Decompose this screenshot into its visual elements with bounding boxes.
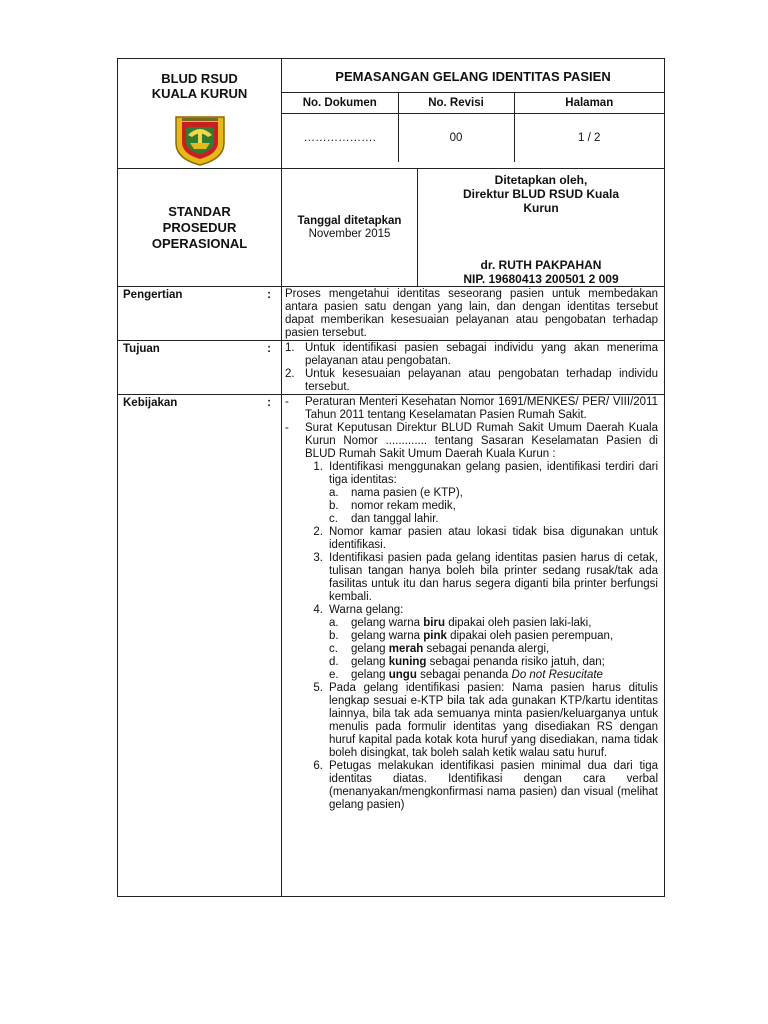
numbered-item: 3. Identifikasi pasien pada gelang identitas pasien harus di cetak, tulisan tangan hanya boleh bila printer sedang rusak/tak ada fasilitas untuk itu dan harus segera diganti bila printer berfungsi kembali.	[313, 552, 658, 603]
pengertian-colon: :	[267, 289, 271, 301]
kebijakan-label-cell	[118, 395, 282, 897]
signer-title-line1: Direktur BLUD RSUD Kuala	[462, 187, 620, 201]
kebijakan-label: Kebijakan	[123, 397, 178, 409]
document-title: PEMASANGAN GELANG IDENTITAS PASIEN	[335, 69, 611, 84]
bracelet-color-item: e. gelang ungu sebagai penanda Do not Resucitate	[329, 669, 603, 681]
organization-cell	[118, 59, 282, 169]
issue-date-value: November 2015	[308, 227, 391, 240]
signer-title-line2: Kurun	[523, 201, 559, 215]
page-value: 1 / 2	[514, 114, 664, 163]
numbered-item: 2. Nomor kamar pasien atau lokasi tidak bisa digunakan untuk identifikasi.	[313, 526, 658, 551]
sop-line1: STANDAR	[168, 203, 231, 219]
bracelet-color-item: d. gelang kuning sebagai penanda risiko jatuh, dan;	[329, 656, 605, 668]
bracelet-color-item: b. gelang warna pink dipakai oleh pasien perempuan,	[329, 630, 614, 642]
sop-line2: PROSEDUR	[162, 219, 237, 235]
revision-header: No. Revisi	[398, 93, 514, 114]
list-item: 2. Untuk kesesuaian pelayanan atau pengobatan terhadap individu tersebut.	[285, 368, 658, 393]
page-header: Halaman	[514, 93, 664, 114]
sop-line3: OPERASIONAL	[151, 235, 248, 251]
bracelet-color-item: c. gelang merah sebagai penanda alergi,	[329, 643, 550, 655]
kebijakan-content	[282, 395, 665, 897]
document-header-cell	[282, 59, 665, 169]
tujuan-content	[282, 341, 665, 395]
signer-name: dr. RUTH PAKPAHAN	[480, 258, 602, 272]
issue-date-label: Tanggal ditetapkan	[297, 214, 402, 227]
lettered-item: b. nomor rekam medik,	[329, 500, 456, 512]
lettered-item: a. nama pasien (e KTP),	[329, 487, 463, 499]
signed-by-label: Ditetapkan oleh,	[494, 173, 588, 187]
sop-table	[117, 58, 665, 897]
list-item: 1. Untuk identifikasi pasien sebagai individu yang akan menerima pelayanan atau pengobatan.	[285, 342, 658, 367]
revision-value: 00	[398, 114, 514, 163]
signature-cell	[418, 169, 665, 287]
pengertian-text: Proses mengetahui identitas seseorang pasien untuk membedakan antara pasien satu dengan yang lain, dan dengan identitas tersebut dapat memberikan kesesuaian pelayanan atau pengobatan terhadap pasien tersebut.	[285, 288, 658, 339]
policy-item: - Peraturan Menteri Kesehatan Nomor 1691/MENKES/ PER/ VIII/2011 Tahun 2011 tentang Keselamatan Pasien Rumah Sakit.	[285, 396, 658, 421]
pengertian-label-cell	[118, 287, 282, 341]
doc-number-header: No. Dokumen	[282, 93, 398, 114]
numbered-item: 5. Pada gelang identifikasi pasien: Nama pasien harus ditulis lengkap sesuai e-KTP bila tak ada gunakan KTP/kartu identitas lainnya, bila tak ada semuanya minta pasien/keluarganya untuk menulis pada formulir identitas yang disediakan RS dengan huruf kapital pada kotak kota huruf yang disediakan, nama tidak boleh disingkat, tak boleh salah ketik walau satu huruf.	[313, 682, 658, 759]
doc-number-value: ……………….	[282, 114, 398, 163]
tujuan-label-cell	[118, 341, 282, 395]
policy-item: - Surat Keputusan Direktur BLUD Rumah Sakit Umum Daerah Kuala Kurun Nomor ............. tentang Sasaran Keselamatan Pasien di BLUD Rumah Sakit Umum Daerah Kuala Kurun :	[285, 422, 658, 460]
numbered-item: 1. Identifikasi menggunakan gelang pasien, identifikasi terdiri dari tiga identitas:	[313, 461, 658, 486]
tujuan-label: Tujuan	[123, 343, 160, 355]
signer-nip: NIP. 19680413 200501 2 009	[463, 272, 619, 286]
pengertian-content	[282, 287, 665, 341]
issue-date-cell	[282, 169, 418, 287]
pengertian-label: Pengertian	[123, 289, 183, 301]
kebijakan-colon: :	[267, 397, 271, 409]
document-meta-table	[282, 92, 664, 162]
numbered-item: 6. Petugas melakukan identifikasi pasien minimal dua dari tiga identitas diatas. Identifikasi dengan cara verbal (menanyakan/mengkonfirmasi nama pasien) dan visual (melihat gelang pasien)	[313, 760, 658, 811]
numbered-item: 4. Warna gelang:	[313, 604, 404, 616]
hospital-logo	[168, 113, 232, 167]
org-name-line1: BLUD RSUD	[161, 71, 238, 86]
org-name-line2: KUALA KURUN	[151, 86, 248, 101]
sop-type-cell	[118, 169, 282, 287]
bracelet-color-item: a. gelang warna biru dipakai oleh pasien laki-laki,	[329, 617, 592, 629]
tujuan-colon: :	[267, 343, 271, 355]
lettered-item: c. dan tanggal lahir.	[329, 513, 439, 525]
